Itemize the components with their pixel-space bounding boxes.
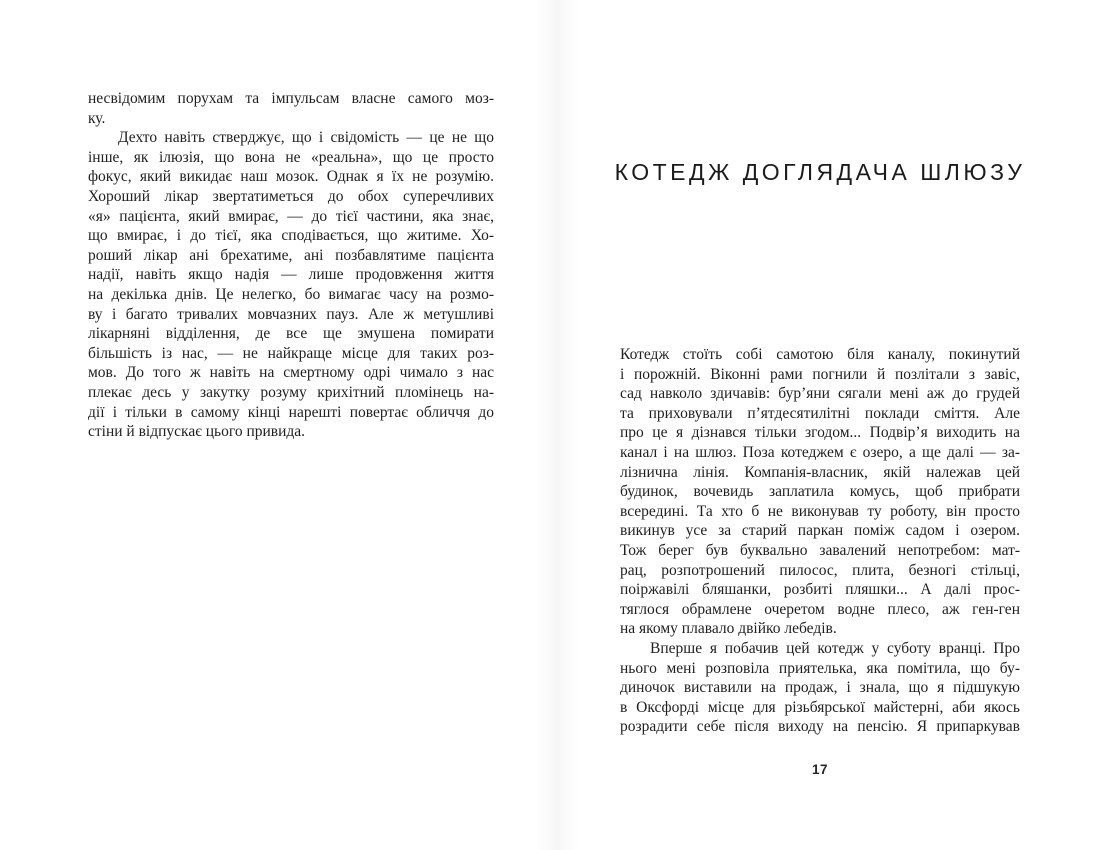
- text-line: Хороший лікар звертатиметься до обох суперечливих: [88, 187, 494, 205]
- text-line: що вмирає, і до тієї, яка сподівається, що житиме. Хо-: [88, 227, 494, 245]
- paragraph: [88, 89, 494, 128]
- text-line: та приховували п’ятдесятилітні поклади сміття. Але: [620, 404, 1020, 422]
- text-line: викинув усе за старий паркан поміж садом і озером.: [620, 522, 1020, 540]
- text-line: канал і на шлюз. Поза котеджем є озеро, а ще далі — за-: [620, 443, 1020, 461]
- text-line: ку.: [88, 109, 106, 127]
- text-line: в Оксфорді місце для різьбярської майстерні, аби якось: [620, 698, 1020, 716]
- text-line: більшість із нас, — не найкраще місце для таких роз-: [88, 344, 494, 362]
- text-line: інше, як ілюзія, що вона не «реальна», що це просто: [88, 148, 494, 166]
- book-gutter-shadow: [535, 0, 579, 850]
- text-line: Дехто навіть стверджує, що і свідомість — це не що: [118, 129, 494, 147]
- text-line: диночок виставили на продаж, і знала, що я підшукую: [620, 679, 1020, 697]
- chapter-title: КОТЕДЖ ДОГЛЯДАЧА ШЛЮЗУ: [614, 159, 1026, 185]
- text-line: роший лікар ані брехатиме, ані позбавлятиме пацієнта: [88, 246, 494, 264]
- paragraph: [620, 345, 1020, 639]
- text-line: на декілька днів. Це нелегко, бо вимагає часу на розмо-: [88, 285, 494, 303]
- left-page-body-text: [88, 89, 494, 442]
- text-line: нього мені розповіла приятелька, яка помітила, що бу-: [620, 659, 1020, 677]
- text-line: надії, навіть якщо надія — лише продовження життя: [88, 266, 494, 284]
- text-line: мов. До того ж навіть на смертному одрі чимало з нас: [88, 364, 494, 382]
- text-line: плекає десь у закутку розуму крихітний пломінець на-: [88, 383, 494, 401]
- text-line: ву і багато тривалих мовчазних пауз. Але ж метушливі: [88, 305, 494, 323]
- text-line: Котедж стоїть собі самотою біля каналу, покинутий: [620, 346, 1020, 363]
- right-page-body-text: [620, 345, 1020, 737]
- text-line: дії і тільки в самому кінці нарешті повертає обличчя до: [88, 403, 494, 421]
- paragraph: [88, 128, 494, 442]
- text-line: поіржавілі бляшанки, розбиті пляшки... А далі прос-: [620, 581, 1020, 599]
- text-line: Вперше я побачив цей котедж у суботу вранці. Про: [650, 639, 1020, 657]
- text-line: лікарняні відділення, де все ще змушена помирати: [88, 325, 494, 343]
- text-line: несвідомим порухам та імпульсам власне самого моз-: [88, 90, 494, 107]
- text-line: Тож берег був буквально завалений непотребом: мат-: [620, 541, 1020, 559]
- text-line: «я» пацієнта, який вмирає, — до тієї частини, яка знає,: [88, 207, 494, 225]
- paragraph: [620, 639, 1020, 737]
- text-line: рац, розпотрошений пилосос, плита, безногі стільці,: [620, 561, 1020, 579]
- page-number: 17: [811, 762, 829, 777]
- text-line: розрадити себе після виходу на пенсію. Я припаркував: [620, 718, 1020, 736]
- text-line: тяглося обрамлене очеретом водне плесо, аж ген-ген: [620, 600, 1020, 618]
- text-line: фокус, який викидає наш мозок. Однак я їх не розумію.: [88, 168, 494, 186]
- text-line: про це я дізнався тільки згодом... Подвір’я виходить на: [620, 424, 1020, 442]
- text-line: сад навколо здичавів: бур’яни сягали мені аж до грудей: [620, 385, 1020, 403]
- text-line: і порожній. Віконні рами погнили й позлітали з завіс,: [620, 365, 1020, 383]
- text-line: лізнична лінія. Компанія-власник, якій належав цей: [620, 463, 1020, 481]
- text-line: всередині. Та хто б не виконував ту роботу, він просто: [620, 502, 1020, 520]
- text-line: будинок, вочевидь заплатила комусь, щоб прибрати: [620, 483, 1020, 501]
- text-line: стіни й відпускає цього привида.: [88, 423, 306, 441]
- text-line: на якому плавало двійко лебедів.: [620, 620, 837, 638]
